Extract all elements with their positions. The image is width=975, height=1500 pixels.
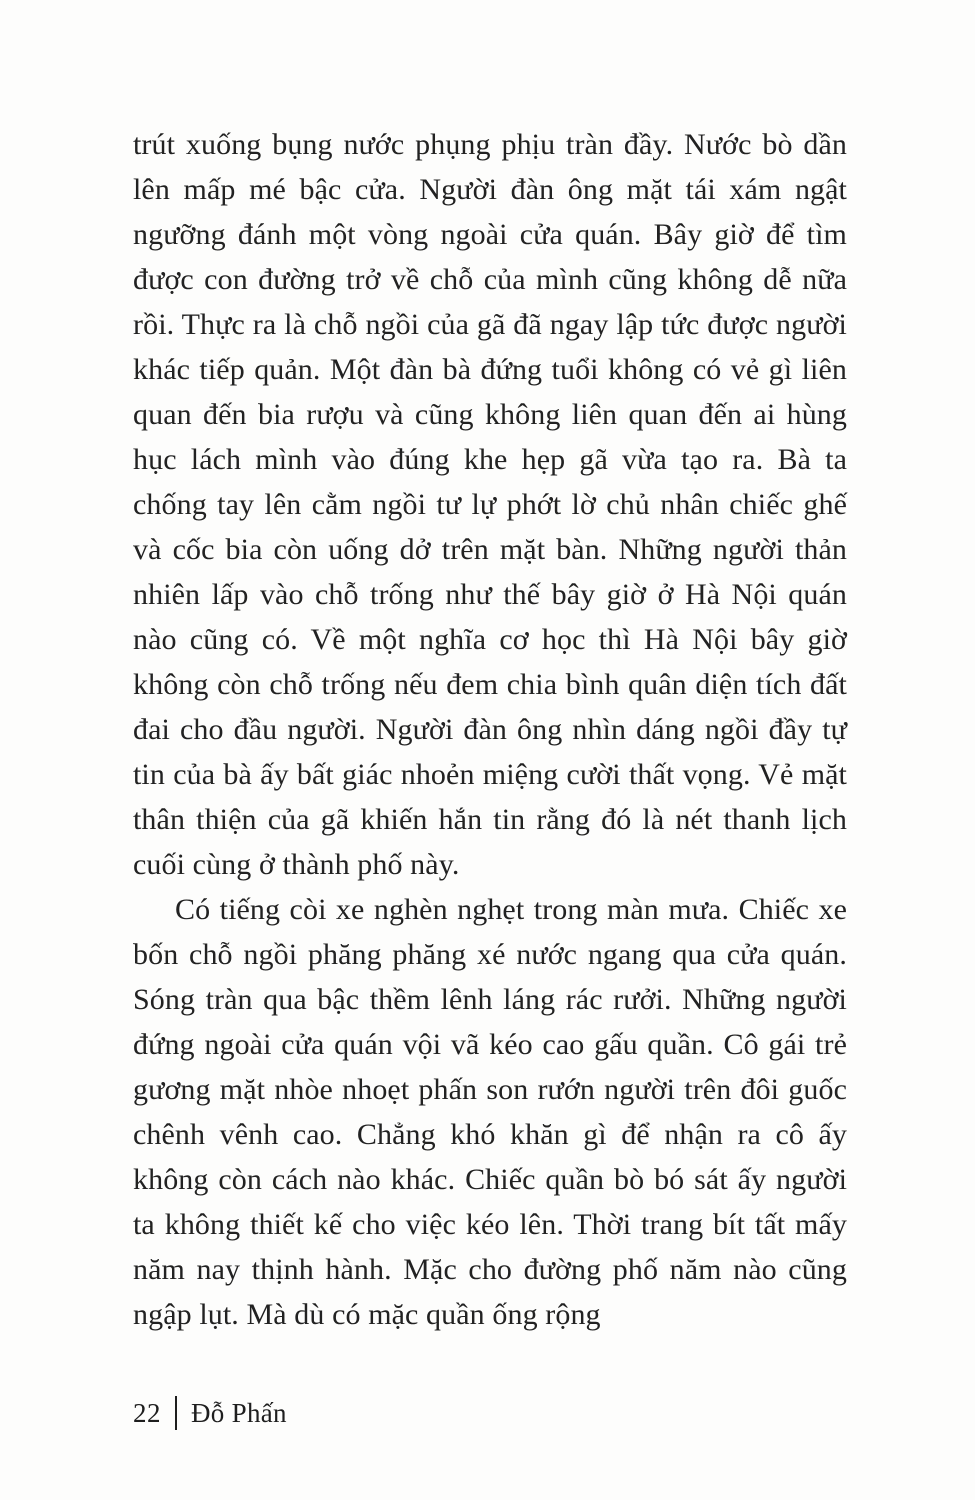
footer-divider — [175, 1396, 177, 1430]
page-footer — [133, 1396, 287, 1430]
page-number: 22 — [133, 1397, 161, 1428]
paragraph: trút xuống bụng nước phụng phịu tràn đầy. Nước bò dần lên mấp mé bậc cửa. Người đàn ông mặt tái xám ngật ngưỡng đánh một vòng ngoài cửa quán. Bây giờ để tìm được con đường trở về chỗ của mình cũng không dễ nữa rồi. Thực ra là chỗ ngồi của gã đã ngay lập tức được người khác tiếp quản. Một đàn bà đứng tuổi không có vẻ gì liên quan đến bia rượu và cũng không liên quan đến ai hùng hục lách mình vào đúng khe hẹp gã vừa tạo ra. Bà ta chống tay lên cằm ngồi tư lự phớt lờ chủ nhân chiếc ghế và cốc bia còn uống dở trên mặt bàn. Những người thản nhiên lấp vào chỗ trống như thế bây giờ ở Hà Nội quán nào cũng có. Về một nghĩa cơ học thì Hà Nội bây giờ không còn chỗ trống nếu đem chia bình quân diện tích đất đai cho đầu người. Người đàn ông nhìn dáng ngồi đầy tự tin của bà ấy bất giác nhoẻn miệng cười thất vọng. Vẻ mặt thân thiện của gã khiến hắn tin rằng đó là nét thanh lịch cuối cùng ở thành phố này. — [133, 128, 847, 881]
body-text — [133, 122, 847, 1337]
author-name: Đỗ Phấn — [191, 1397, 287, 1428]
paragraph: Có tiếng còi xe nghèn nghẹt trong màn mưa. Chiếc xe bốn chỗ ngồi phăng phăng xé nước ngang qua cửa quán. Sóng tràn qua bậc thềm lênh láng rác rưởi. Những người đứng ngoài cửa quán vội vã kéo cao gấu quần. Cô gái trẻ gương mặt nhòe nhoẹt phấn son rướn người trên đôi guốc chênh vênh cao. Chẳng khó khăn gì để nhận ra cô ấy không còn cách nào khác. Chiếc quần bò bó sát ấy người ta không thiết kế cho việc kéo lên. Thời trang bít tất mấy năm nay thịnh hành. Mặc cho đường phố năm nào cũng ngập lụt. Mà dù có mặc quần ống rộng — [133, 893, 847, 1331]
